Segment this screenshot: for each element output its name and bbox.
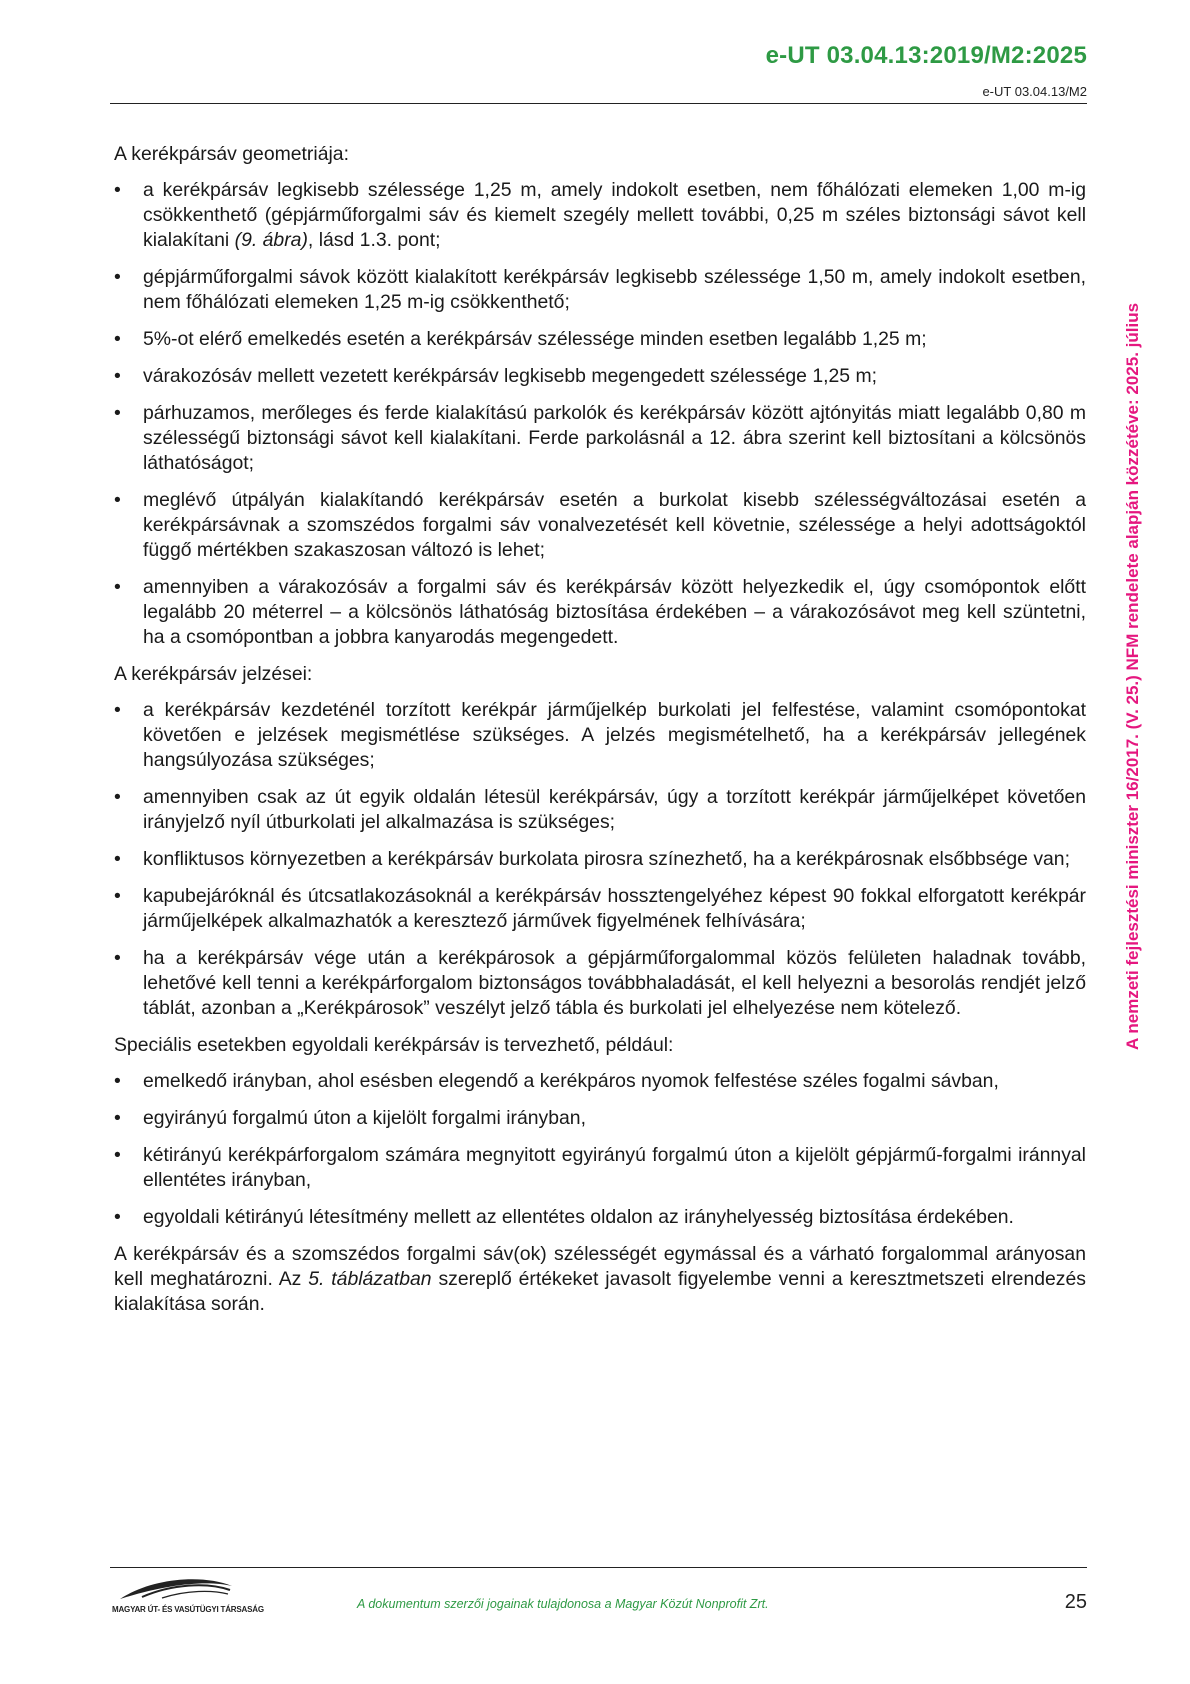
- bullet-icon: •: [114, 489, 121, 511]
- section-heading: A kerékpársáv jelzései:: [114, 663, 313, 685]
- list-item: [114, 785, 1086, 835]
- bullet-icon: •: [114, 848, 121, 870]
- company-logo: [112, 1572, 262, 1614]
- list-item-text: ha a kerékpársáv vége után a kerékpárosok a gépjárműforgalommal közös felületen haladnak tovább, lehetővé kell tenni a kerékpárforgalom biztonságos továbbhaladását, el kell helyezni a besorolás rendjét jelző táblát, azonban a „Kerékpárosok” veszélyt jelző tábla és burkolati jel elhelyezése nem kötelező.: [143, 947, 1086, 1019]
- list-item: [114, 1106, 1086, 1131]
- bullet-list: [114, 1069, 1086, 1230]
- document-body: [114, 142, 1086, 1328]
- list-item: [114, 401, 1086, 476]
- closing-paragraph: [114, 1242, 1086, 1317]
- bullet-icon: •: [114, 1206, 121, 1228]
- list-item-text: a kerékpársáv kezdeténél torzított kerékpár járműjelkép burkolati jel felfestése, valamint csomópontokat követően e jelzések megismétlése szükséges. A jelzés megismételhető, ha a kerékpársáv jellegének hangsúlyozása szükséges;: [143, 699, 1086, 771]
- list-item-text: konfliktusos környezetben a kerékpársáv burkolata pirosra színezhető, ha a kerékpárosnak elsőbbsége van;: [143, 848, 1070, 870]
- list-item-text: a kerékpársáv legkisebb szélessége 1,25 m, amely indokolt esetben, nem főhálózati elemeken 1,00 m-ig csökkenthető (gépjárműforgalmi sáv és kiemelt szegély mellett további, 0,25 m széles biztonsági sávot kell kialakítani: [143, 179, 1086, 251]
- table-reference: 5. táblázatban: [308, 1268, 432, 1290]
- section-heading: Speciális esetekben egyoldali kerékpársáv is tervezhető, például:: [114, 1034, 674, 1056]
- page-number: 25: [1064, 1591, 1087, 1613]
- bullet-icon: •: [114, 699, 121, 721]
- copyright-note: A dokumentum szerzői jogainak tulajdonosa a Magyar Közút Nonprofit Zrt.: [357, 1597, 769, 1611]
- bullet-icon: •: [114, 1144, 121, 1166]
- logo-text: MAGYAR ÚT- ÉS VASÚTÜGYI TÁRSASÁG: [112, 1605, 264, 1614]
- bullet-icon: •: [114, 576, 121, 598]
- list-item-text: várakozósáv mellett vezetett kerékpársáv legkisebb megengedett szélessége 1,25 m;: [143, 365, 878, 387]
- bullet-icon: •: [114, 947, 121, 969]
- list-item-text: kétirányú kerékpárforgalom számára megnyitott egyirányú forgalmú úton a kijelölt gépjármű-forgalmi iránnyal ellentétes irányban,: [143, 1144, 1086, 1191]
- list-item-text: párhuzamos, merőleges és ferde kialakítású parkolók és kerékpársáv között ajtónyitás miatt legalább 0,80 m szélességű biztonsági sávot kell kialakítani. Ferde parkolásnál a 12. ábra szerint kell biztosítani a kölcsönös láthatóságot;: [143, 402, 1086, 474]
- list-item-text: kapubejáróknál és útcsatlakozásoknál a kerékpársáv hossztengelyéhez képest 90 fokkal elforgatott kerékpár járműjelképek alkalmazhatók a keresztező járművek figyelmének felhívására;: [143, 885, 1086, 932]
- list-item: [114, 265, 1086, 315]
- list-item-text: emelkedő irányban, ahol esésben elegendő a kerékpáros nyomok felfestése széles fogalmi sávban,: [143, 1070, 999, 1092]
- list-item: [114, 1205, 1086, 1230]
- list-item-text: meglévő útpályán kialakítandó kerékpársáv esetén a burkolat kisebb szélességváltozásai esetén a kerékpársávnak a szomszédos forgalmi sáv vonalvezetését kell követnie, szélessége a helyi adottságoktól függő mértékben szakaszosan változó is lehet;: [143, 489, 1086, 561]
- list-item: [114, 178, 1086, 253]
- bullet-icon: •: [114, 786, 121, 808]
- list-item: [114, 364, 1086, 389]
- bullet-list: [114, 178, 1086, 650]
- logo-swoosh-icon: [112, 1572, 262, 1604]
- bullet-icon: •: [114, 365, 121, 387]
- list-item: [114, 488, 1086, 563]
- bullet-icon: •: [114, 1107, 121, 1129]
- bullet-list: [114, 698, 1086, 1021]
- footer-divider: [110, 1567, 1087, 1568]
- list-item: [114, 946, 1086, 1021]
- bullet-icon: •: [114, 266, 121, 288]
- list-item: [114, 698, 1086, 773]
- list-item-text: 5%-ot elérő emelkedés esetén a kerékpársáv szélessége minden esetben legalább 1,25 m;: [143, 328, 927, 350]
- list-item: [114, 327, 1086, 352]
- list-item-text: amennyiben a várakozósáv a forgalmi sáv és kerékpársáv között helyezkedik el, úgy csomópontok előtt legalább 20 méterrel – a kölcsönös láthatóság biztosítása érdekében – a várakozósávot meg kell szüntetni, ha a csomópontban a jobbra kanyarodás megengedett.: [143, 576, 1086, 648]
- paragraph-text: szereplő értékeket javasolt figyelembe venni a keresztmetszeti elrendezés kialakítása során.: [114, 1268, 1086, 1315]
- list-item-text: egyirányú forgalmú úton a kijelölt forgalmi irányban,: [143, 1107, 586, 1129]
- list-item-text: , lásd 1.3. pont;: [307, 229, 441, 251]
- list-item: [114, 575, 1086, 650]
- bullet-icon: •: [114, 328, 121, 350]
- header-divider: [110, 103, 1087, 104]
- list-item: [114, 1143, 1086, 1193]
- bullet-icon: •: [114, 1070, 121, 1092]
- list-item-text: gépjárműforgalmi sávok között kialakított kerékpársáv legkisebb szélessége 1,50 m, amely indokolt esetben, nem főhálózati elemeken 1,25 m-ig csökkenthető;: [143, 266, 1086, 313]
- document-id: e-UT 03.04.13:2019/M2:2025: [765, 42, 1087, 69]
- document-sub-id: e-UT 03.04.13/M2: [982, 84, 1087, 99]
- list-item: [114, 847, 1086, 872]
- bullet-icon: •: [114, 179, 121, 201]
- figure-reference: (9. ábra): [234, 229, 308, 251]
- list-item-text: amennyiben csak az út egyik oldalán létesül kerékpársáv, úgy a torzított kerékpár járműjelképet követően irányjelző nyíl útburkolati jel alkalmazása is szükséges;: [143, 786, 1086, 833]
- list-item: [114, 884, 1086, 934]
- bullet-icon: •: [114, 885, 121, 907]
- list-item-text: egyoldali kétirányú létesítmény mellett az ellentétes oldalon az irányhelyesség biztosítása érdekében.: [143, 1206, 1014, 1228]
- paragraph-text: A kerékpársáv és a szomszédos forgalmi sáv(ok) szélességét egymással és a várható forgalommal arányosan kell meghatározni. Az: [114, 1243, 1086, 1290]
- list-item: [114, 1069, 1086, 1094]
- publication-note: A nemzeti fejlesztési miniszter 16/2017. (V. 25.) NFM rendelete alapján közzétéve: 2025. július: [1123, 302, 1142, 1050]
- bullet-icon: •: [114, 402, 121, 424]
- section-heading: A kerékpársáv geometriája:: [114, 143, 349, 165]
